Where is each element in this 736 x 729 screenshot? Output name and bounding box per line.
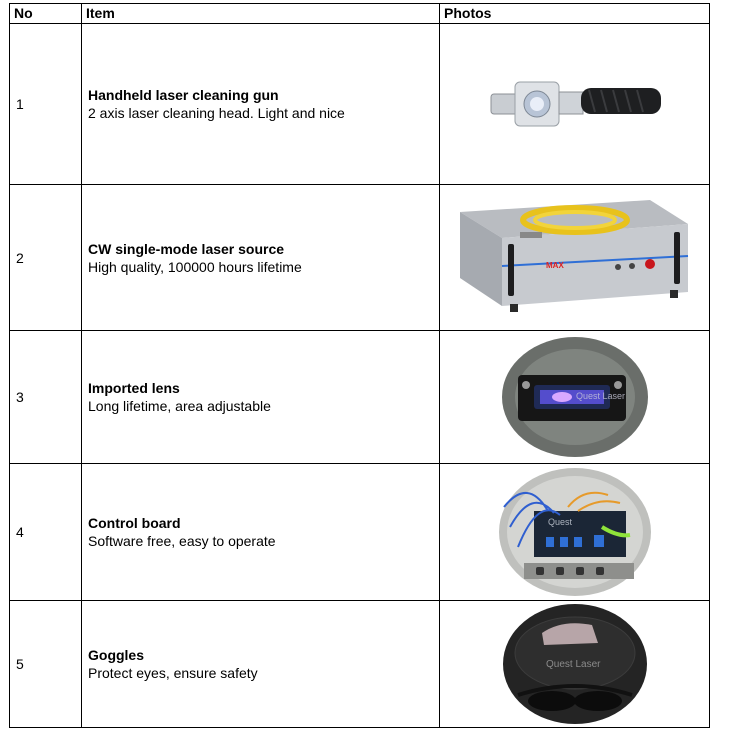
item-description: High quality, 100000 hours lifetime xyxy=(88,258,302,275)
table-row xyxy=(10,331,710,464)
item-description: Software free, easy to operate xyxy=(88,533,276,549)
watermark-text: Quest Laser xyxy=(545,659,600,670)
item-description: Long lifetime, area adjustable xyxy=(88,398,271,414)
goggles-photo xyxy=(502,603,648,725)
row-number: 2 xyxy=(10,185,82,331)
photo-cell xyxy=(440,24,710,185)
item-title: CW single-mode laser source xyxy=(88,240,285,257)
item-title: Goggles xyxy=(88,647,145,663)
row-number: 1 xyxy=(10,24,82,185)
row-number: 4 xyxy=(10,464,82,601)
laser-cleaning-gun-photo xyxy=(485,74,665,134)
control-board-photo xyxy=(498,467,652,597)
header-photos: Photos xyxy=(440,4,710,24)
item-description: 2 axis laser cleaning head. Light and nice xyxy=(88,105,345,121)
item-cell xyxy=(82,464,440,601)
item-cell xyxy=(82,185,440,331)
watermark-text: Quest Laser xyxy=(575,391,625,401)
table-row xyxy=(10,601,710,728)
table-row xyxy=(10,464,710,601)
table-row xyxy=(10,24,710,185)
item-title: Imported lens xyxy=(88,380,180,396)
brand-label: MAX xyxy=(545,260,564,270)
header-no: No xyxy=(10,4,82,24)
table-header-row xyxy=(10,4,710,24)
item-description: Protect eyes, ensure safety xyxy=(88,665,258,681)
item-cell xyxy=(82,601,440,728)
item-title: Handheld laser cleaning gun xyxy=(88,87,279,103)
row-number: 5 xyxy=(10,601,82,728)
row-number: 3 xyxy=(10,331,82,464)
lens-photo xyxy=(500,335,650,459)
laser-source-photo xyxy=(450,194,700,322)
photo-cell xyxy=(440,464,710,601)
photo-cell xyxy=(440,601,710,728)
watermark-text: Quest xyxy=(547,517,572,527)
item-cell xyxy=(82,24,440,185)
item-cell xyxy=(82,331,440,464)
product-table xyxy=(9,3,710,728)
header-item: Item xyxy=(82,4,440,24)
item-title: Control board xyxy=(88,515,181,531)
photo-cell xyxy=(440,331,710,464)
table-row xyxy=(10,185,710,331)
photo-cell xyxy=(440,185,710,331)
